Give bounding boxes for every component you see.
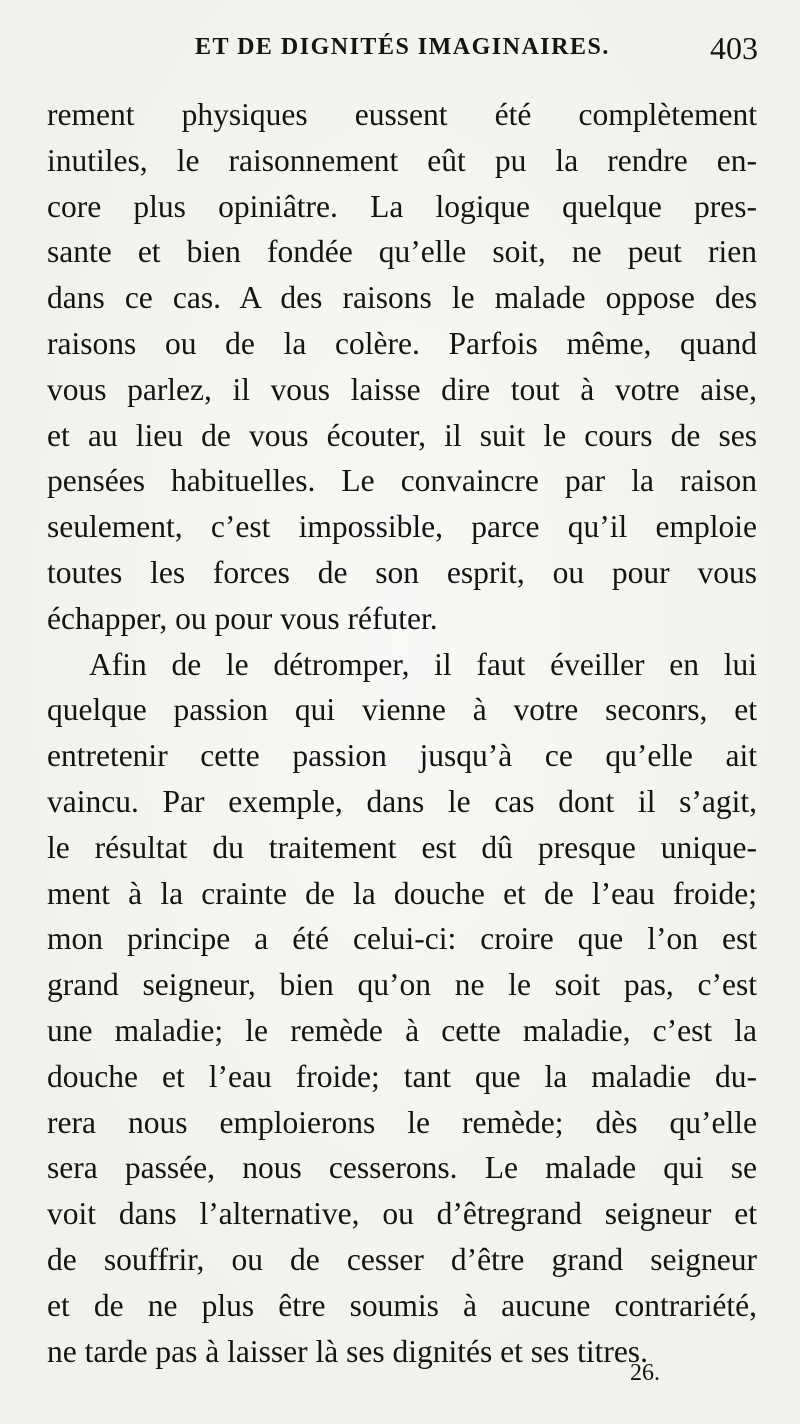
text-line: seulement, c’est impossible, parce qu’il emploie [47,509,757,545]
text-line: de souffrir, ou de cesser d’être grand seigneur [47,1241,757,1277]
text-line: le résultat du traitement est dû presque unique- [47,829,757,865]
text-line: et de ne plus être soumis à aucune contrariété, [47,1287,757,1323]
text-line: ne tarde pas à laisser là ses dignités et ses titres. [47,1333,648,1369]
text-line: échapper, ou pour vous réfuter. [47,600,438,636]
text-line: ment à la crainte de la douche et de l’eau froide; [47,875,757,911]
text-line: inutiles, le raisonnement eût pu la rendre en- [47,142,757,178]
text-line: sera passée, nous cesserons. Le malade qui se [47,1150,757,1186]
text-line: pensées habituelles. Le convaincre par la raison [47,463,757,499]
text-line: rement physiques eussent été complètement [47,97,757,132]
text-line: vaincu. Par exemple, dans le cas dont il s’agit, [47,783,757,819]
page-footer [0,1360,800,1400]
page-number: 403 [710,30,758,66]
text-line: mon principe a été celui-ci: croire que l’on est [47,921,757,957]
text-line: grand seigneur, bien qu’on ne le soit pas, c’est [47,967,757,1003]
text-line: douche et l’eau froide; tant que la maladie du- [47,1058,757,1094]
text-line: et au lieu de vous écouter, il suit le cours de ses [47,417,757,453]
text-line: sante et bien fondée qu’elle soit, ne peut rien [47,234,757,270]
text-line: raisons ou de la colère. Parfois même, quand [47,325,757,361]
running-head: ET DE DIGNITÉS IMAGINAIRES. [195,34,610,60]
signature-mark: 26. [630,1360,660,1386]
text-line: toutes les forces de son esprit, ou pour vous [47,554,757,590]
text-line: vous parlez, il vous laisse dire tout à votre aise, [47,371,757,407]
text-line: rera nous emploierons le remède; dès qu’elle [47,1104,757,1140]
paragraph [47,92,757,642]
text-line: core plus opiniâtre. La logique quelque pres- [47,188,757,224]
text-line: quelque passion qui vienne à votre seconrs, et [47,692,757,728]
text-line: une maladie; le remède à cette maladie, c’est la [47,1012,757,1048]
text-line: dans ce cas. A des raisons le malade oppose des [47,280,757,316]
text-line: voit dans l’alternative, ou d’êtregrand seigneur et [47,1196,757,1232]
paragraph [47,642,757,1375]
page-header [0,30,800,70]
text-line: entretenir cette passion jusqu’à ce qu’elle ait [47,738,757,774]
text-line: Afin de le détromper, il faut éveiller en lui [89,646,757,682]
body-text [47,92,757,1374]
